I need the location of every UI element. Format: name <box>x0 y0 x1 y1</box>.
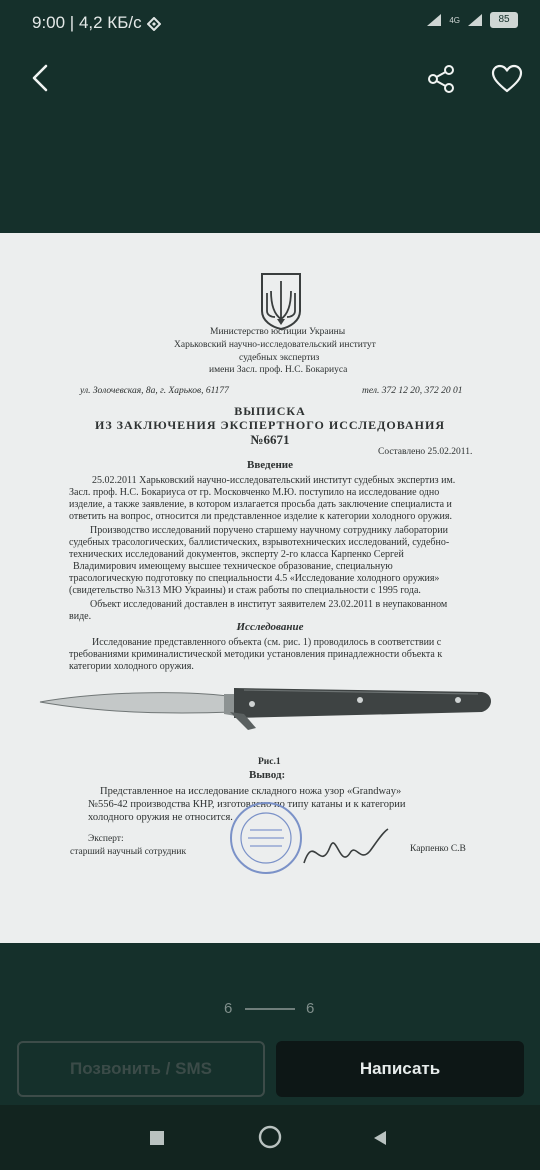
call-sms-button[interactable]: Позвонить / SMS <box>17 1041 265 1097</box>
org-line-3: судебных экспертиз <box>239 353 320 363</box>
intro-heading: Введение <box>246 459 294 471</box>
nav-back-button[interactable] <box>363 1121 397 1155</box>
status-bar <box>0 0 540 50</box>
status-icons <box>425 12 518 28</box>
doc-title-1: ВЫПИСКА <box>234 404 306 418</box>
pager-total: 6 <box>306 1000 315 1017</box>
p1-line-1: 25.02.2011 Харьковский научно-исследовательский институт судебных экспертиз им. <box>92 475 456 486</box>
status-time: 9:00 | 4,2 КБ/с <box>32 13 142 32</box>
doc-date: Составлено 25.02.2011. <box>378 447 473 457</box>
p4-line-3: категории холодного оружия. <box>69 661 194 672</box>
p2-line-3: технических исследований документов, эксперту 2-го класса Карпенко Сергей <box>69 549 404 560</box>
signal-icon <box>425 13 443 27</box>
p3-line-2: виде. <box>69 611 92 622</box>
system-nav-bar <box>0 1105 540 1170</box>
knife-image <box>38 682 498 740</box>
square-icon <box>149 1130 165 1146</box>
back-button[interactable] <box>20 58 60 98</box>
p5-line-3: холодного оружия не относится. <box>88 812 233 823</box>
address: ул. Золочевская, 8а, г. Харьков, 61177 <box>80 386 229 396</box>
share-icon <box>426 64 456 94</box>
write-message-button[interactable]: Написать <box>276 1041 524 1097</box>
p5-line-2: №556-42 производства КНР, изготовлено по типу катаны и к категории <box>88 799 406 810</box>
p1-line-2: Засл. проф. Н.С. Бокариуса от гр. Московченко М.Ю. поступило на исследование одно <box>69 487 440 498</box>
p2-line-2: судебных трасологических, баллистических, взрывотехнических исследований, судебно- <box>69 537 450 548</box>
coat-of-arms-icon <box>259 271 303 331</box>
circle-icon <box>258 1125 282 1149</box>
org-line-2: Харьковский научно-исследовательский институт <box>174 340 376 350</box>
org-line-1: Министерство юстиции Украины <box>210 327 346 337</box>
top-bar <box>0 50 540 110</box>
p1-line-3: изделие, а также заявление, в котором излагается просьба дать заключение специалиста и <box>69 499 452 510</box>
document-scan <box>0 233 540 943</box>
favorite-button[interactable] <box>486 58 528 100</box>
listing-photo[interactable] <box>0 233 540 943</box>
heart-icon <box>491 64 523 94</box>
org-line-4: имени Засл. проф. Н.С. Бокариуса <box>209 365 348 375</box>
p4-line-2: требованиями криминалистической методики установления принадлежности объекта к <box>69 649 443 660</box>
pager-divider <box>245 1008 295 1010</box>
triangle-back-icon <box>371 1129 389 1147</box>
photo-pager <box>0 1000 540 1016</box>
data-saver-icon <box>147 17 161 31</box>
expert-name: Карпенко С.В <box>410 844 466 854</box>
expert-label: Эксперт: <box>88 834 124 844</box>
pager-current: 6 <box>224 1000 233 1017</box>
home-button[interactable] <box>252 1119 288 1155</box>
p2-line-1: Производство исследований поручено старшему научному сотруднику лаборатории <box>90 525 448 536</box>
network-type: 4G <box>449 15 460 25</box>
p1-line-4: ответить на вопрос, относится ли представленное изделие к категории холодного оружия. <box>69 511 452 522</box>
p2-line-5: трасологическую подготовку по специальности 4.5 «Исследование холодного оружия» <box>69 573 440 584</box>
expert-title: старший научный сотрудник <box>70 847 187 857</box>
share-button[interactable] <box>420 58 462 100</box>
battery-icon: 85 <box>490 12 518 28</box>
phone: тел. 372 12 20, 372 20 01 <box>362 386 463 396</box>
p2-line-4: Владимирович имеющему высшее техническое образование, специальную <box>73 561 393 572</box>
official-stamp <box>228 800 304 876</box>
signature <box>300 823 392 881</box>
doc-title-2: ИЗ ЗАКЛЮЧЕНИЯ ЭКСПЕРТНОГО ИССЛЕДОВАНИЯ <box>94 418 446 432</box>
recent-apps-button[interactable] <box>140 1121 174 1155</box>
p3-line-1: Объект исследований доставлен в институт заявителем 23.02.2011 в неупакованном <box>90 599 448 610</box>
research-heading: Исследование <box>236 621 304 633</box>
figure-caption: Рис.1 <box>258 757 281 767</box>
p4-line-1: Исследование представленного объекта (см. рис. 1) проводилось в соответствии с <box>92 637 442 648</box>
p2-line-6: (свидетельство №313 МЮ Украины) и стаж работы по специальности с 1995 года. <box>69 585 421 596</box>
back-arrow-icon <box>29 63 51 93</box>
signal-icon-2 <box>466 13 484 27</box>
p5-line-1: Представленное на исследование складного ножа узор «Grandway» <box>100 786 402 797</box>
conclusion-heading: Вывод: <box>249 769 286 781</box>
doc-number: №6671 <box>250 432 290 447</box>
